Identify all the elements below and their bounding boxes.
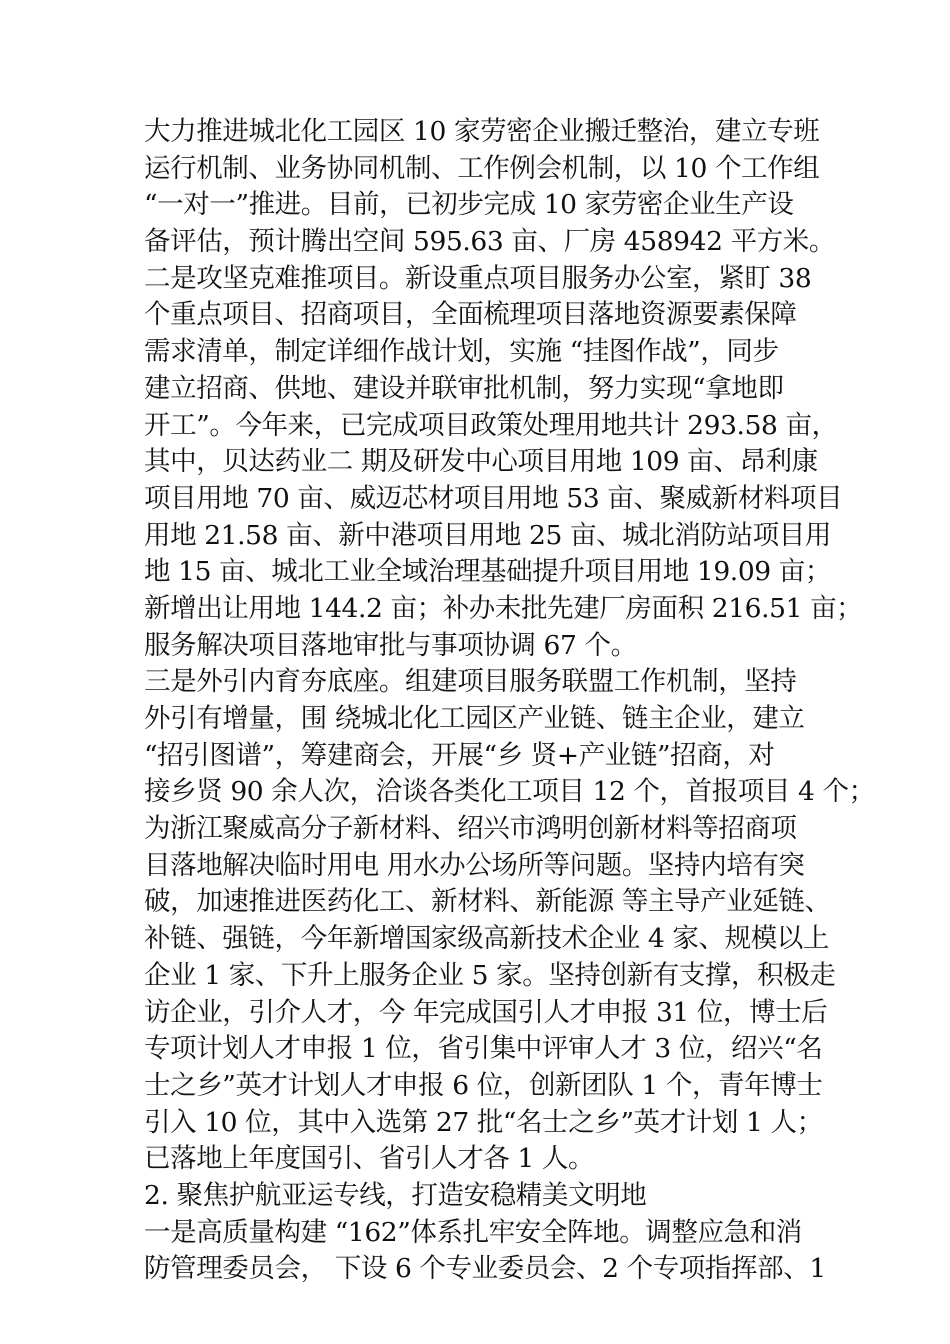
text-line: 开工”。今年来，已完成项目政策处理用地共计 293.58 亩， [144, 409, 838, 441]
text-line: 用地 21.58 亩、新中港项目用地 25 亩、城北消防站项目用 [144, 519, 831, 551]
text-line: 士之乡”英才计划人才申报 6 位，创新团队 1 个，青年博士 [144, 1069, 823, 1101]
text-line: 项目用地 70 亩、威迈芯材项目用地 53 亩、聚威新材料项目 [144, 482, 843, 514]
text-line: 个重点项目、招商项目，全面梳理项目落地资源要素保障 [144, 299, 797, 331]
text-line: 访企业，引介人才，今 年完成国引人才申报 31 位，博士后 [144, 996, 828, 1028]
text-line: 新增出让用地 144.2 亩；补办未批先建厂房面积 216.51 亩； [144, 592, 863, 624]
document-body [144, 114, 875, 1288]
section-heading: 2. 聚焦护航亚运专线，打造安稳精美文明地 [144, 1179, 647, 1211]
text-line: 破，加速推进医药化工、新材料、新能源 等主导产业延链、 [144, 886, 831, 918]
text-line: 为浙江聚威高分子新材料、绍兴市鸿明创新材料等招商项 [144, 813, 797, 845]
text-line: 引入 10 位，其中入选第 27 批“名士之乡”英才计划 1 人； [144, 1106, 823, 1138]
text-line: “招引图谱”，筹建商会，开展“乡 贤+产业链”招商，对 [144, 739, 775, 771]
text-line: 运行机制、业务协同机制、工作例会机制，以 10 个工作组 [144, 152, 820, 184]
text-line: 补链、强链，今年新增国家级高新技术企业 4 家、规模以上 [144, 923, 830, 955]
text-line: 目落地解决临时用电 用水办公场所等问题。坚持内培有突 [144, 849, 805, 881]
text-line: 备评估，预计腾出空间 595.63 亩、厂房 458942 平方米。 [144, 226, 835, 258]
text-line: 地 15 亩、城北工业全域治理基础提升项目用地 19.09 亩； [144, 556, 831, 588]
text-line: 防管理委员会， 下设 6 个专业委员会、2 个专项指挥部、1 [144, 1253, 826, 1285]
text-line: 三是外引内育夯底座。组建项目服务联盟工作机制，坚持 [144, 666, 797, 698]
text-line: 二是攻坚克难推项目。新设重点项目服务办公室，紧盯 38 [144, 262, 812, 294]
text-line: 已落地上年度国引、省引人才各 1 人。 [144, 1143, 595, 1175]
text-line: 建立招商、供地、建设并联审批机制，努力实现“拿地即 [144, 372, 784, 404]
text-line: 服务解决项目落地审批与事项协调 67 个。 [144, 629, 637, 661]
text-line: 大力推进城北化工园区 10 家劳密企业搬迁整治，建立专班 [144, 116, 820, 147]
text-line: 其中，贝达药业二 期及研发中心项目用地 109 亩、昂利康 [144, 446, 818, 478]
text-line: 接乡贤 90 余人次，洽谈各类化工项目 12 个，首报项目 4 个； [144, 776, 875, 808]
text-line: 外引有增量，围 绕城北化工园区产业链、链主企业，建立 [144, 703, 805, 734]
text-line: 一是高质量构建 “162”体系扎牢安全阵地。调整应急和消 [144, 1216, 802, 1248]
text-line: 需求清单，制定详细作战计划，实施 “挂图作战”，同步 [144, 336, 779, 368]
text-line: 企业 1 家、下升上服务企业 5 家。坚持创新有支撑，积极走 [144, 959, 836, 991]
text-line: “一对一”推进。目前，已初步完成 10 家劳密企业生产设 [144, 189, 794, 221]
text-line: 专项计划人才申报 1 位，省引集中评审人才 3 位，绍兴“名 [144, 1033, 823, 1065]
